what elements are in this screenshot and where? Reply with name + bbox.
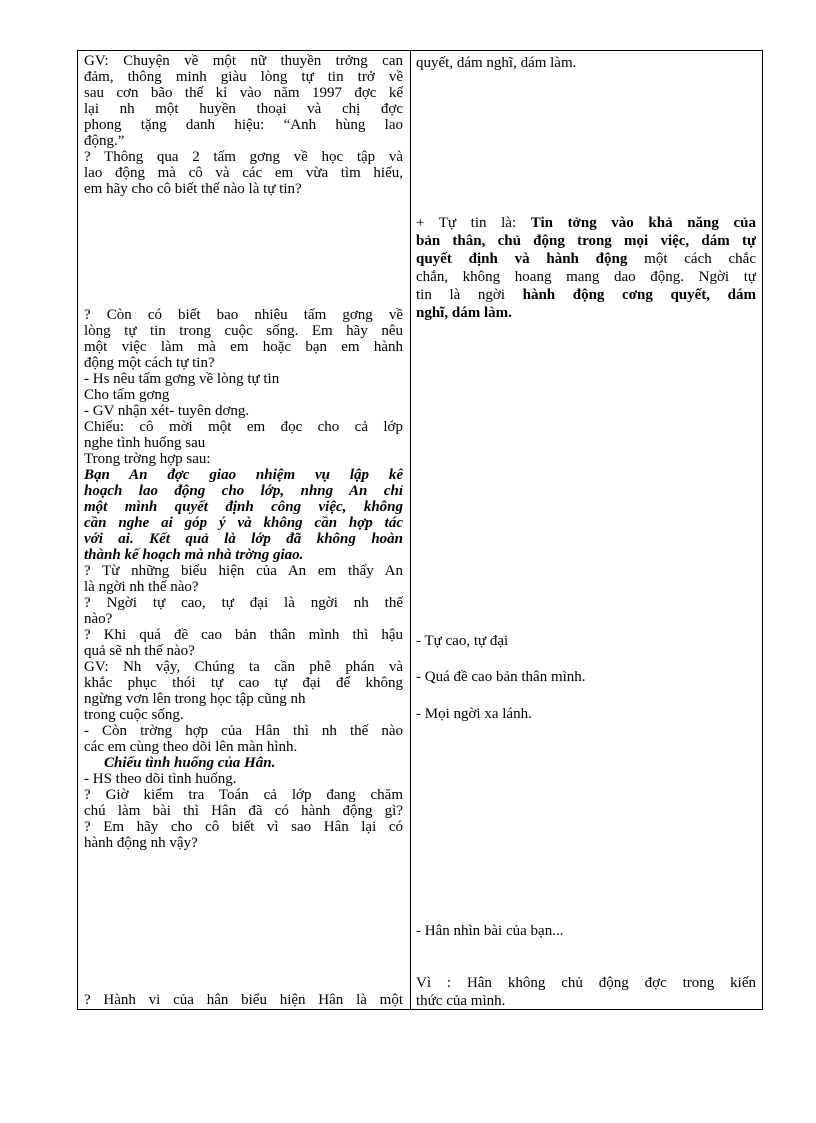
situation-line: Bạn An đợc giao nhiệm vụ lập kế [84, 467, 403, 483]
question-line: ? Khi quá đề cao bản thân mình thì hậu [84, 627, 403, 643]
definition-line: chắn, không hoang mang dao động. Ngời tự [416, 269, 756, 285]
situation-line: hoạch lao động cho lớp, nhng An chỉ [84, 483, 403, 499]
question-line: hành động nh vậy? [84, 835, 198, 851]
question-line: em hãy cho cô biết thế nào là tự tin? [84, 181, 302, 197]
text-line: khắc phục thói tự cao tự đại để không [84, 675, 403, 691]
question-line: ? Em hãy cho cô biết vì sao Hân lại có [84, 819, 403, 835]
text-line: động một cách tự tin? [84, 355, 215, 371]
lesson-table [77, 50, 763, 1010]
text-line: động.” [84, 133, 125, 149]
text-line: quyết, dám nghĩ, dám làm. [416, 55, 577, 71]
text-line: nghe tình huống sau [84, 435, 206, 451]
definition-line: bản thân, chủ động trong mọi việc, dám tự [416, 233, 756, 249]
answer-line: - Mọi ngời xa lánh. [416, 706, 532, 722]
question-line: ? Từ những biểu hiện của An em thấy An [84, 563, 403, 579]
text-line: - Còn trờng hợp của Hân thì nh thế nào [84, 723, 403, 739]
question-line: quả sẽ nh thế nào? [84, 643, 195, 659]
question-line: ? Hành vi của hân biểu hiện Hân là một [84, 992, 403, 1008]
situation-line: thành kế hoạch mà nhà trờng giao. [84, 547, 304, 563]
answer-line: Vì : Hân không chủ động đợc trong kiến [416, 975, 756, 991]
text-line: - Hs nêu tấm gơng về lòng tự tin [84, 371, 280, 387]
text-line: Chiếu: cô mời một em đọc cho cả lớp [84, 419, 403, 435]
text-line: phong tặng danh hiệu: “Anh hùng lao [84, 117, 403, 133]
text-line: trong cuộc sống. [84, 707, 184, 723]
definition-line: + Tự tin là: Tin tởng vào khả năng của [416, 215, 756, 231]
question-line: là ngời nh thế nào? [84, 579, 199, 595]
answer-line: thức của mình. [416, 993, 506, 1009]
question-line: lòng tự tin trong cuộc sống. Em hãy nêu [84, 323, 403, 339]
question-line: chú làm bài thì Hân đã có hành động gì? [84, 803, 403, 819]
teacher-student-activities-column [84, 51, 403, 1009]
situation-line: một mình quyết định công việc, không [84, 499, 403, 515]
question-line: ? Còn có biết bao nhiêu tấm gơng về [84, 307, 403, 323]
question-line: ? Thông qua 2 tấm gơng về học tập và [84, 149, 403, 165]
text-line: Cho tấm gơng [84, 387, 170, 403]
answer-line: - Hân nhìn bài của bạn... [416, 923, 564, 939]
text-line: Trong trờng hợp sau: [84, 451, 211, 467]
question-line: một việc làm mà em hoặc bạn em hành [84, 339, 403, 355]
text-line: GV: Chuyện về một nữ thuyền trởng can [84, 53, 403, 69]
question-line: nào? [84, 611, 113, 627]
answer-line: - Tự cao, tự đại [416, 633, 509, 649]
text-line: đảm, thông minh giàu lòng tự tin trở về [84, 69, 403, 85]
definition-line: quyết định và hành động một cách chắc [416, 251, 756, 267]
text-line: - HS theo dõi tình huống. [84, 771, 237, 787]
column-divider [410, 51, 411, 1009]
text-line: sau cơn bão thế kỉ vào năm 1997 đợc kể [84, 85, 403, 101]
question-line: ? Giờ kiểm tra Toán cả lớp đang chăm [84, 787, 403, 803]
situation-line: cần nghe ai góp ý và không cần hợp tác [84, 515, 403, 531]
question-line: ? Ngời tự cao, tự đại là ngời nh thế [84, 595, 403, 611]
text-line: ngừng vơn lên trong học tập cũng nh [84, 691, 306, 707]
han-situation-heading: Chiếu tình huống của Hân. [104, 755, 276, 771]
text-line: - GV nhận xét- tuyên dơng. [84, 403, 250, 419]
definition-line: nghĩ, dám làm. [416, 305, 512, 321]
answer-line: - Quá đề cao bản thân mình. [416, 669, 586, 685]
text-line: GV: Nh vậy, Chúng ta cần phê phán và [84, 659, 403, 675]
definition-line: tin là ngời hành động cơng quyết, dám [416, 287, 756, 303]
text-line: lại nh một huyền thoại và chị đợc [84, 101, 403, 117]
question-line: lao động mà cô và các em vừa tìm hiểu, [84, 165, 403, 181]
situation-line: với ai. Kết quả là lớp đã không hoàn [84, 531, 403, 547]
lesson-content-column [416, 51, 756, 1009]
text-line: các em cùng theo dõi lên màn hình. [84, 739, 298, 755]
